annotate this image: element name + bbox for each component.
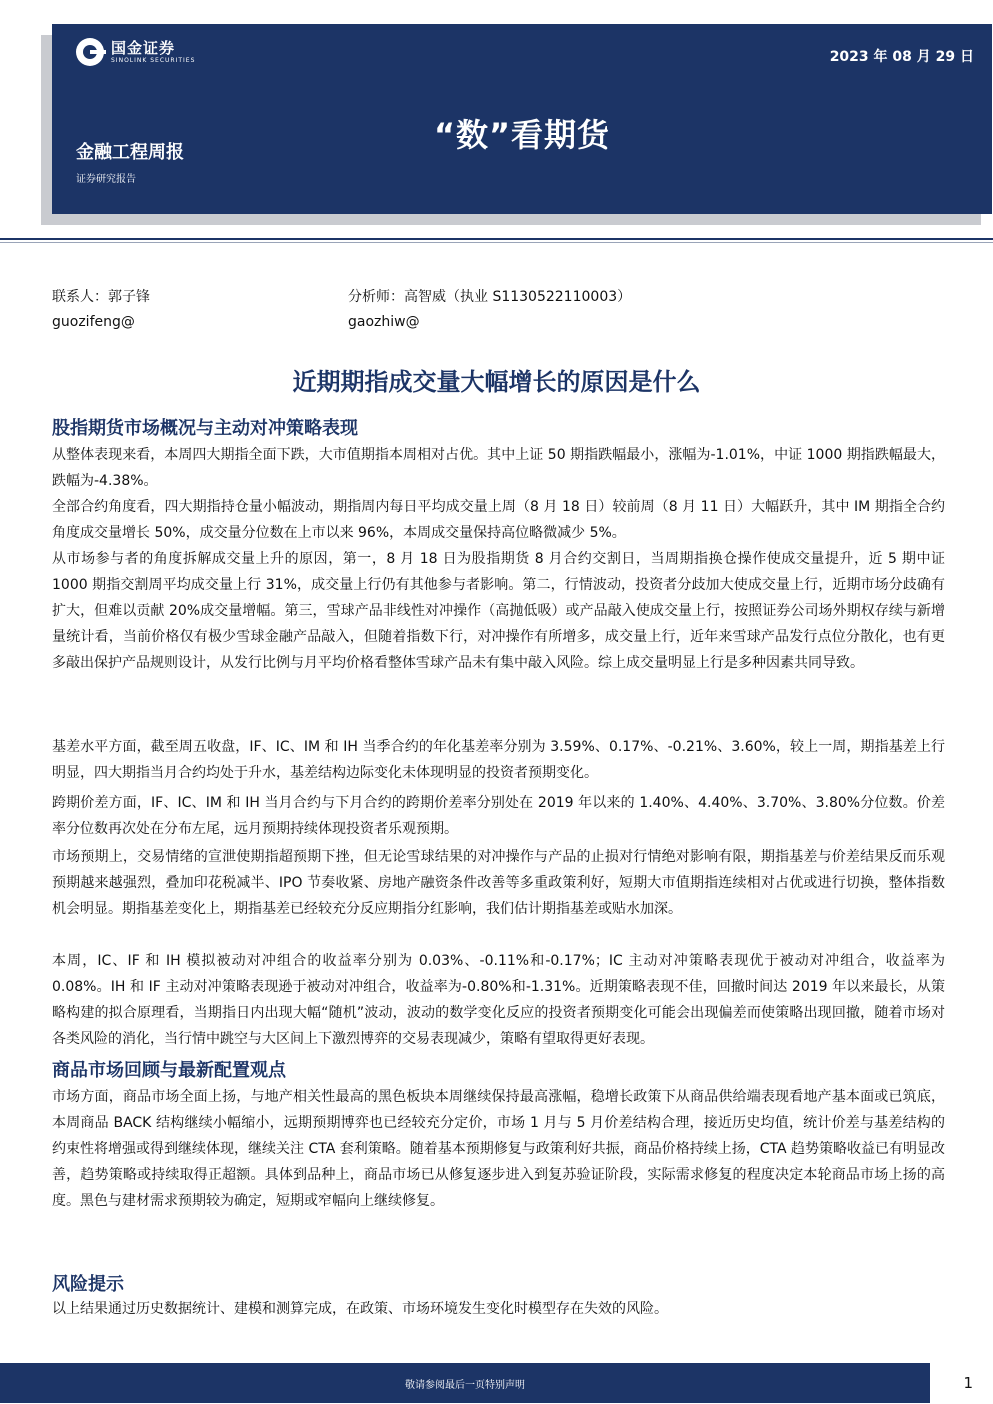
page-number: 1 (963, 1374, 973, 1392)
logo-name-cn: 国金证券 (111, 38, 176, 57)
paragraph-expectations: 市场预期上，交易情绪的宣泄使期指超预期下挫，但无论雪球结果的对冲操作与产品的止损对行情绝对影响有限，期指基差与价差结果反而乐观预期越来越强烈，叠加印花税减半、IPO 节奏收紧、房地产融资条件改善等多重政策利好，短期大市值期指连续相对占优或进行切换，整体指数机会明显。期指基差变化上，期指基差已经较充分反应期指分红影响，我们估计期指基差或贴水加深。 (52, 849, 945, 917)
report-subtype: 证券研究报告 (76, 174, 136, 185)
header-rule-thin (0, 242, 993, 243)
paragraph-volume-reasons: 从市场参与者的角度拆解成交量上升的原因，第一，8 月 18 日为股指期货 8 月合约交割日，当周期指换仓操作使成交量提升，近 5 期中证 1000 期指交割周平均成交量上行 31%，成交量上行仍有其他参与者影响。第二，行情波动，投资者分歧加大使成交量上行，近期市场分歧确有扩大，但难以贡献 20%成交量增幅。第三，雪球产品非线性对冲操作（高抛低吸）或产品敲入使成交量上行，按照证券公司场外期权存续与新增量统计看，当前价格仅有极少雪球金融产品敲入，但随着指数下行，对冲操作有所增多，成交量上行，近年来雪球产品发行点位分散化，也有更多敲出保护产品规则设计，从发行比例与月平均价格看整体雪球产品未有集中敲入风险。综上成交量明显上行是多种因素共同导致。 (52, 551, 945, 671)
report-type: 金融工程周报 (76, 142, 184, 163)
report-series-title: “数”看期货 (433, 116, 611, 154)
analyst-email[interactable]: gaozhiw@ (348, 314, 420, 330)
paragraph-overview: 从整体表现来看，本周四大期指全面下跌，大市值期指本周相对占优。其中上证 50 期指跌幅最小，涨幅为-1.01%，中证 1000 期指跌幅最大，跌幅为-4.38%。 (52, 447, 945, 489)
analyst-name: 分析师：高智威（执业 S1130522110003） (348, 289, 632, 305)
report-date: 2023 年 08 月 29 日 (829, 49, 974, 65)
contact-email[interactable]: guozifeng@ (52, 314, 135, 330)
paragraph-contracts: 全部合约角度看，四大期指持仓量小幅波动，期指周内每日平均成交量上周（8 月 18 日）较前周（8 月 11 日）大幅跃升，其中 IM 期指全合约角度成交量增长 50%，成交量分位数在上市以来 96%，本周成交量保持高位略微减少 5%。 (52, 499, 945, 541)
header-rule (0, 238, 993, 240)
paragraph-basis: 基差水平方面，截至周五收盘，IF、IC、IM 和 IH 当季合约的年化基差率分别为 3.59%、0.17%、-0.21%、3.60%，较上一周，期指基差上行明显，四大期指当月合约均处于升水，基差结构边际变化未体现明显的投资者预期变化。 (52, 739, 945, 781)
document-title: 近期期指成交量大幅增长的原因是什么 (292, 368, 701, 396)
paragraph-risk: 以上结果通过历史数据统计、建模和测算完成，在政策、市场环境发生变化时模型存在失效的风险。 (52, 1301, 668, 1317)
section-heading-commodity: 商品市场回顾与最新配置观点 (52, 1060, 286, 1081)
report-header (52, 24, 992, 214)
section-heading-risk: 风险提示 (52, 1274, 124, 1295)
footer-notice: 敬请参阅最后一页特别声明 (0, 1363, 930, 1403)
paragraph-commodity: 市场方面，商品市场全面上扬，与地产相关性最高的黑色板块本周继续保持最高涨幅，稳增长政策下从商品供给端表现看地产基本面或已筑底，本周商品 BACK 结构继续小幅缩小，远期预期博弈也已经较充分定价，市场 1 月与 5 月价差结构合理，接近历史均值，统计价差与基差结构的约束性将增强或得到继续体现，继续关注 CTA 套利策略。随着基本预期修复与政策利好共振，商品价格持续上扬，CTA 趋势策略收益已有明显改善，趋势策略或持续取得正超额。具体到品种上，商品市场已从修复逐步进入到复苏验证阶段，实际需求修复的程度决定本轮商品市场上扬的高度。黑色与建材需求预期较为确定，短期或窄幅向上继续修复。 (52, 1089, 945, 1209)
logo-name-en: SINOLINK SECURITIES (111, 56, 196, 64)
logo-icon (76, 38, 104, 66)
paragraph-spread: 跨期价差方面，IF、IC、IM 和 IH 当月合约与下月合约的跨期价差率分别处在 2019 年以来的 1.40%、4.40%、3.70%、3.80%分位数。价差率分位数再次处在分布左尾，远月预期持续体现投资者乐观预期。 (52, 795, 945, 837)
paragraph-hedge-strategy: 本周，IC、IF 和 IH 模拟被动对冲组合的收益率分别为 0.03%、-0.11%和-0.17%；IC 主动对冲策略表现优于被动对冲组合，收益率为 0.08%。IH 和 IF 主动对冲策略表现逊于被动对冲组合，收益率为-0.80%和-1.31%。近期策略表现不佳，回撤时间达 2019 年以来最长，从策略构建的拟合原理看，当期指日内出现大幅“随机”波动，波动的数学变化反应的投资者预期变化可能会出现偏差而使策略出现回撤，随着市场对各类风险的消化，当行情中跳空与大区间上下激烈博弈的交易表现减少，策略有望取得更好表现。 (52, 953, 945, 1047)
contact-person: 联系人：郭子锋 (52, 289, 150, 305)
section-heading-futures: 股指期货市场概况与主动对冲策略表现 (52, 418, 358, 439)
company-logo (76, 38, 195, 66)
